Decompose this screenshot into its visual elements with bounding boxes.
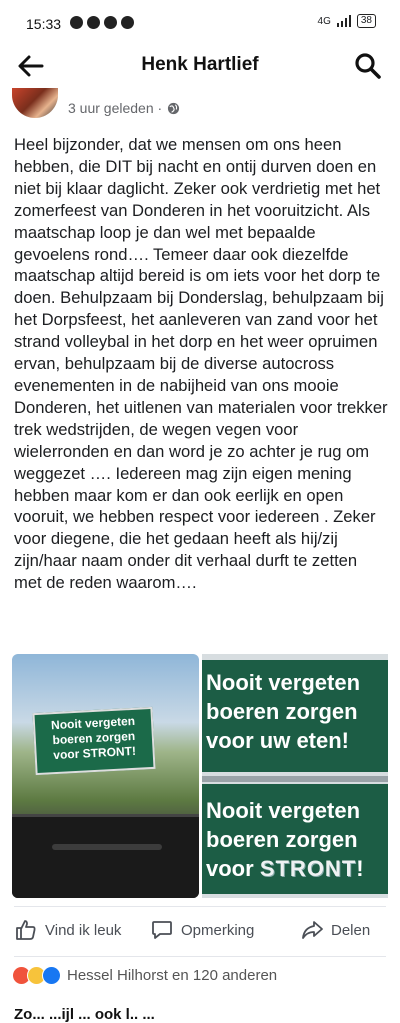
post-body: Heel bijzonder, dat we mensen om ons heen hebben, die DIT bij nacht en ontij durven doen en niet bij klaar daglicht. Zeker ook verdrietig met het zomerfeest van Donderen in het vooruitzicht. Als maatschap loop je dan wel met bepaalde gevoelens rond…. Temeer daar ook diezelfde maatschap altijd bereid is om iets voor het dorp te doen. Behulpzaam bij Donderslag, behulpzaam bij het Dorpsfeest, het aanleveren van zand voor het strand volleybal in het dorp en het weer opruimen ervan, behulpzaam bij de diverse autocross evenementen in de nabijheid van ons mooie Donderen, het uitlenen van materialen voor trekker trek wedstrijden, de wegen vegen voor wielerronden en dan word je zo achter je rug om weggezet …. Iedereen mag zijn eigen mening hebben maar kom er dan ook eerlijk en open vooruit, we hebben respect voor iedereen . Zeker voor diegene, die het gedaan heeft als hij/zij zijn/haar naam onder dit verhaal durft te zetten met de reden waarom….	[14, 135, 388, 593]
status-time: 15:33	[26, 16, 62, 32]
avatar[interactable]	[12, 88, 58, 118]
comment-icon	[150, 918, 174, 942]
field-sign-line: boeren zorgen	[52, 728, 136, 748]
app-header	[0, 46, 400, 86]
notification-icons	[70, 16, 134, 29]
search-icon	[354, 52, 382, 80]
sign-line: voor uw eten!	[206, 728, 350, 753]
divider	[14, 956, 386, 957]
sign-rail	[202, 776, 388, 782]
sign-line: Nooit vergeten	[206, 670, 361, 695]
sign-line: boeren zorgen	[206, 827, 358, 852]
sign-line	[206, 854, 388, 883]
field-sign-line: Nooit vergeten	[50, 713, 136, 733]
search-button[interactable]	[354, 52, 382, 80]
signal-icon	[336, 15, 352, 27]
status-right	[318, 14, 376, 28]
sign-original	[202, 660, 388, 772]
like-icon	[42, 966, 61, 985]
like-label: Vind ik leuk	[45, 921, 122, 939]
sign-line: Nooit vergeten	[206, 798, 361, 823]
network-label: 4G	[317, 15, 331, 27]
car-dashboard	[12, 814, 199, 898]
share-icon	[300, 918, 324, 942]
post-actions	[0, 912, 400, 952]
sign-punctuation: !	[356, 856, 364, 881]
notification-icon	[87, 16, 100, 29]
sign-vandalized	[202, 784, 388, 894]
graffiti-text: STRONT	[259, 856, 357, 881]
like-button[interactable]	[14, 918, 121, 942]
share-button[interactable]	[300, 918, 370, 942]
status-bar	[0, 0, 400, 46]
sign-word: voor	[206, 856, 254, 881]
snapchat-icon	[121, 16, 134, 29]
reactions-text: Hessel Hilhorst en 120 anderen	[67, 967, 278, 984]
dashboard-detail	[52, 844, 162, 850]
reaction-icons	[12, 966, 61, 985]
reactions-summary[interactable]	[12, 966, 277, 985]
page-title: Henk Hartlief	[141, 54, 259, 75]
thumbs-up-icon	[14, 918, 38, 942]
sign-line: boeren zorgen	[206, 699, 358, 724]
field-sign-line: voor STRONT!	[52, 743, 137, 763]
divider	[14, 906, 386, 907]
globe-icon	[167, 102, 180, 115]
post-meta-text	[68, 100, 180, 116]
comment-button[interactable]	[150, 918, 254, 942]
share-label: Delen	[331, 921, 371, 939]
photo-sign-closeup[interactable]	[202, 654, 388, 898]
comment-label: Opmerking	[181, 921, 255, 939]
post-photos	[12, 654, 388, 898]
field-sign	[32, 707, 155, 775]
battery-icon: 38	[357, 14, 376, 28]
whatsapp-icon	[104, 16, 117, 29]
post-timestamp: 3 uur geleden ·	[68, 100, 163, 116]
post-meta	[0, 92, 400, 122]
next-section-partial: Zo... ...ijl ... ook l.. ...	[14, 1006, 155, 1023]
notification-icon	[70, 16, 83, 29]
photo-field-sign[interactable]	[12, 654, 199, 898]
